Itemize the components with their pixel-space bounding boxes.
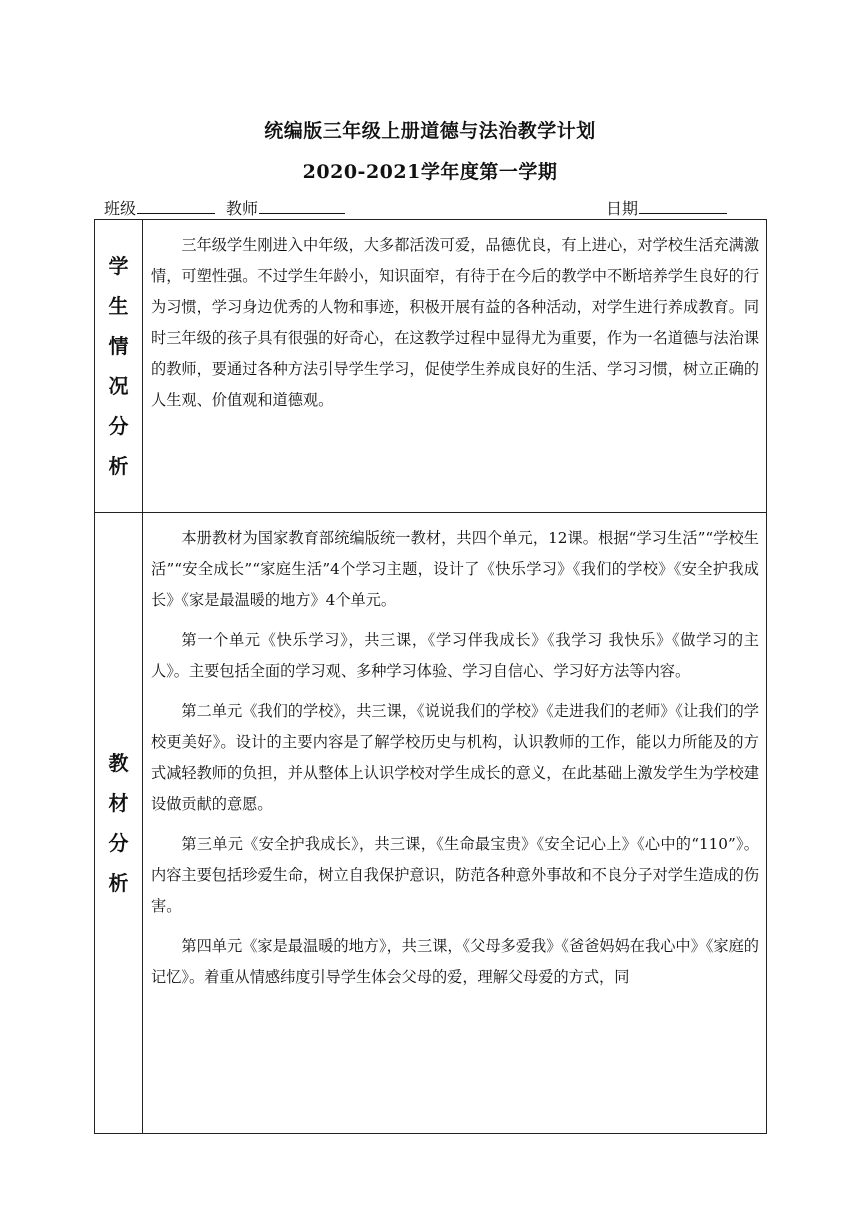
teacher-field [226,196,345,219]
date-blank[interactable] [639,197,727,214]
date-field [606,196,727,219]
class-field [104,196,215,219]
section-label-cell [95,220,143,513]
paragraph: 本册教材为国家教育部统编版统一教材，共四个单元，12课。根据“学习生活”“学校生活”“安全成长”“家庭生活”4个学习主题，设计了《快乐学习》《我们的学校》《安全护我成长》《家是最温暖的地方》4个单元。 [151,529,759,609]
paragraph: 第四单元《家是最温暖的地方》，共三课，《父母多爱我》《爸爸妈妈在我心中》《家庭的记忆》。着重从情感纬度引导学生体会父母的爱，理解父母爱的方式，同 [151,937,759,986]
paragraph: 第二单元《我们的学校》，共三课，《说说我们的学校》《走进我们的老师》《让我们的学校更美好》。设计的主要内容是了解学校历史与机构，认识教师的工作，能以力所能及的方式减轻教师的负担，并从整体上认识学校对学生成长的意义，在此基础上激发学生为学校建设做贡献的意愿。 [151,702,759,813]
section-content [143,220,767,513]
paragraph: 三年级学生刚进入中年级，大多都活泼可爱，品德优良，有上进心，对学校生活充满激情，可塑性强。不过学生年龄小，知识面窄，有待于在今后的教学中不断培养学生良好的行为习惯，学习身边优秀的人物和事迹，积极开展有益的各种活动，对学生进行养成教育。同时三年级的孩子具有很强的好奇心，在这教学过程中显得尤为重要，作为一名道德与法治课的教师，要通过各种方法引导学生学习，促使学生养成良好的生活、学习习惯，树立正确的人生观、价值观和道德观。 [151,236,759,409]
class-label: 班级 [104,199,137,218]
textbook-analysis-row [95,513,767,1134]
date-label: 日期 [606,199,639,218]
document-title: 统编版三年级上册道德与法治教学计划 [264,120,596,142]
class-blank[interactable] [137,197,215,214]
document-subtitle: 2020-2021学年度第一学期 [302,161,558,183]
paragraph: 第三单元《安全护我成长》，共三课，《生命最宝贵》《安全记心上》《心中的“110”》。内容主要包括珍爱生命，树立自我保护意识，防范各种意外事故和不良分子对学生造成的伤害。 [151,835,759,915]
section-label: 学生情况分析 [108,254,129,478]
plan-table [94,219,767,1134]
teacher-label: 教师 [226,199,259,218]
teacher-blank[interactable] [259,197,345,214]
section-label-cell [95,513,143,1134]
paragraph: 第一个单元《快乐学习》，共三课，《学习伴我成长》《我学习 我快乐》《做学习的主人》。主要包括全面的学习观、多种学习体验、学习自信心、学习好方法等内容。 [151,631,759,680]
student-analysis-row [95,220,767,513]
section-content [143,513,767,1134]
section-label: 教材分析 [108,751,129,895]
